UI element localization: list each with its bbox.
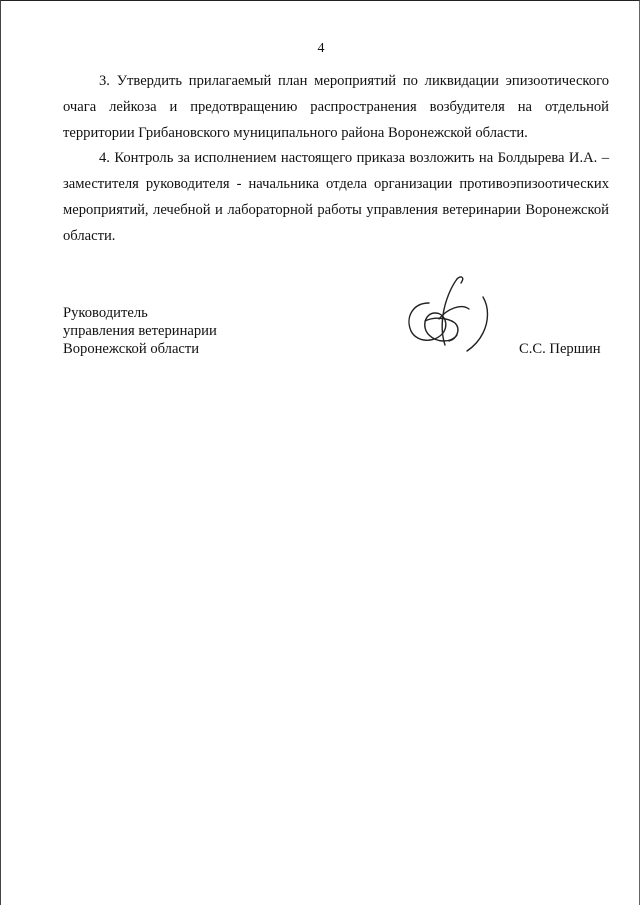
- signatory-position: [63, 304, 217, 358]
- page-number: 4: [317, 41, 325, 56]
- handwritten-signature: [399, 273, 499, 355]
- signer-name: С.С. Першин: [519, 341, 601, 357]
- paragraph-item-4: 4. Контроль за исполнением настоящего приказа возложить на Болдырева И.А. – заместителя руководителя - начальника отдела организации противоэпизоотических мероприятий, лечебной и лабораторной работы управления ветеринарии Воронежской области.: [63, 150, 609, 244]
- position-line: Руководитель: [63, 305, 148, 321]
- paragraph-item-3: 3. Утвердить прилагаемый план мероприятий по ликвидации эпизоотического очага лейкоза и предотвращению распространения возбудителя на отдельной территории Грибановского муниципального района Воронежской области.: [63, 73, 609, 141]
- position-line: управления ветеринарии: [63, 323, 217, 339]
- position-line: Воронежской области: [63, 341, 200, 357]
